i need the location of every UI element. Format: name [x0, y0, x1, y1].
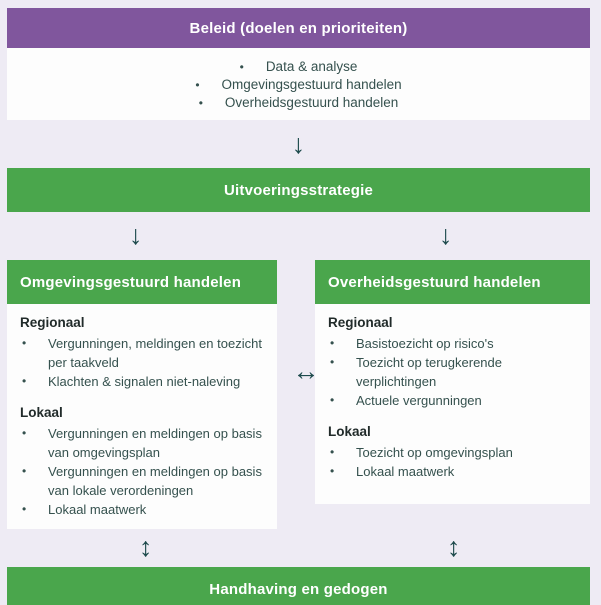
- section-heading: Lokaal: [20, 405, 63, 420]
- list-item: [20, 372, 267, 391]
- list-item: [20, 462, 267, 500]
- list-item: [328, 462, 580, 481]
- bullet-icon: •: [330, 445, 335, 459]
- beleid-item: [199, 95, 399, 110]
- vertical-double-arrow-icon: ↕: [447, 532, 461, 562]
- beleid-item: [195, 77, 401, 92]
- list-item-label: Vergunningen en meldingen op basis van omgevingsplan: [48, 426, 262, 460]
- list-item-label: Toezicht op terugkerende verplichtingen: [356, 355, 502, 389]
- beleid-content-box: [7, 48, 590, 120]
- beleid-bar: [7, 8, 590, 48]
- vertical-double-arrow-icon: ↕: [139, 532, 153, 562]
- arrow-zone-middle: [7, 212, 590, 260]
- down-arrow-icon: ↓: [129, 220, 143, 250]
- list-item: [328, 391, 580, 410]
- bullet-icon: •: [198, 95, 203, 110]
- list-item-label: Vergunningen en meldingen op basis van lokale verordeningen: [48, 464, 262, 498]
- list-item-label: Vergunningen, meldingen en toezicht per taakveld: [48, 336, 262, 370]
- columns-row: [7, 260, 590, 529]
- arrow-zone-top: [7, 120, 590, 168]
- overheidsgestuurd-body: [315, 304, 590, 504]
- list-item: [328, 443, 580, 462]
- omgevingsgestuurd-body: [7, 304, 277, 529]
- list-item-label: Lokaal maatwerk: [48, 502, 147, 517]
- arrow-zone-bottom: [7, 529, 590, 567]
- list-item-label: Klachten & signalen niet-naleving: [48, 374, 241, 389]
- bullet-icon: •: [330, 336, 335, 350]
- bullet-icon: •: [330, 464, 335, 478]
- column-overheidsgestuurd: [315, 260, 590, 504]
- bullet-icon: •: [22, 502, 27, 516]
- section-lokaal: [328, 424, 580, 481]
- list-item: [328, 353, 580, 391]
- omgevingsgestuurd-header: [7, 260, 277, 304]
- list-item-label: Toezicht op omgevingsplan: [356, 445, 513, 460]
- horizontal-double-arrow-icon: ↔: [292, 356, 320, 386]
- handhaving-title: Handhaving en gedogen: [209, 580, 388, 598]
- list-item-label: Basistoezicht op risico's: [356, 336, 494, 351]
- list-item: [20, 334, 267, 372]
- bullet-icon: •: [22, 464, 27, 478]
- bullet-icon: •: [22, 336, 27, 350]
- omgevingsgestuurd-title: Omgevingsgestuurd handelen: [20, 273, 242, 291]
- bullet-icon: •: [239, 59, 244, 74]
- beleid-item-label: Overheidsgestuurd handelen: [224, 94, 399, 110]
- down-arrow-icon: ↓: [439, 220, 453, 250]
- section-heading: Regionaal: [20, 315, 85, 330]
- section-lokaal: [20, 405, 267, 519]
- beleid-item-label: Omgevingsgestuurd handelen: [221, 76, 402, 92]
- beleid-item: [240, 59, 358, 74]
- overheidsgestuurd-title: Overheidsgestuurd handelen: [328, 273, 541, 291]
- bullet-icon: •: [195, 77, 200, 92]
- bullet-icon: •: [330, 393, 335, 407]
- bullet-icon: •: [22, 426, 27, 440]
- section-regionaal: [328, 315, 580, 410]
- section-regionaal: [20, 315, 267, 391]
- list-item: [328, 334, 580, 353]
- column-omgevingsgestuurd: [7, 260, 277, 529]
- section-heading: Lokaal: [328, 424, 371, 439]
- list-item: [20, 500, 267, 519]
- list-item: [20, 424, 267, 462]
- down-arrow-icon: ↓: [291, 128, 306, 159]
- section-heading: Regionaal: [328, 315, 393, 330]
- overheidsgestuurd-header: [315, 260, 590, 304]
- beleid-title: Beleid (doelen en prioriteiten): [189, 19, 408, 37]
- uitvoeringsstrategie-bar: [7, 168, 590, 212]
- handhaving-bar: [7, 567, 590, 605]
- list-item-label: Actuele vergunningen: [356, 393, 482, 408]
- bullet-icon: •: [330, 355, 335, 369]
- bullet-icon: •: [22, 374, 27, 388]
- list-item-label: Lokaal maatwerk: [356, 464, 455, 479]
- uitvoeringsstrategie-title: Uitvoeringsstrategie: [223, 181, 374, 199]
- diagram-inner: [7, 8, 590, 605]
- beleid-item-label: Data & analyse: [265, 58, 358, 74]
